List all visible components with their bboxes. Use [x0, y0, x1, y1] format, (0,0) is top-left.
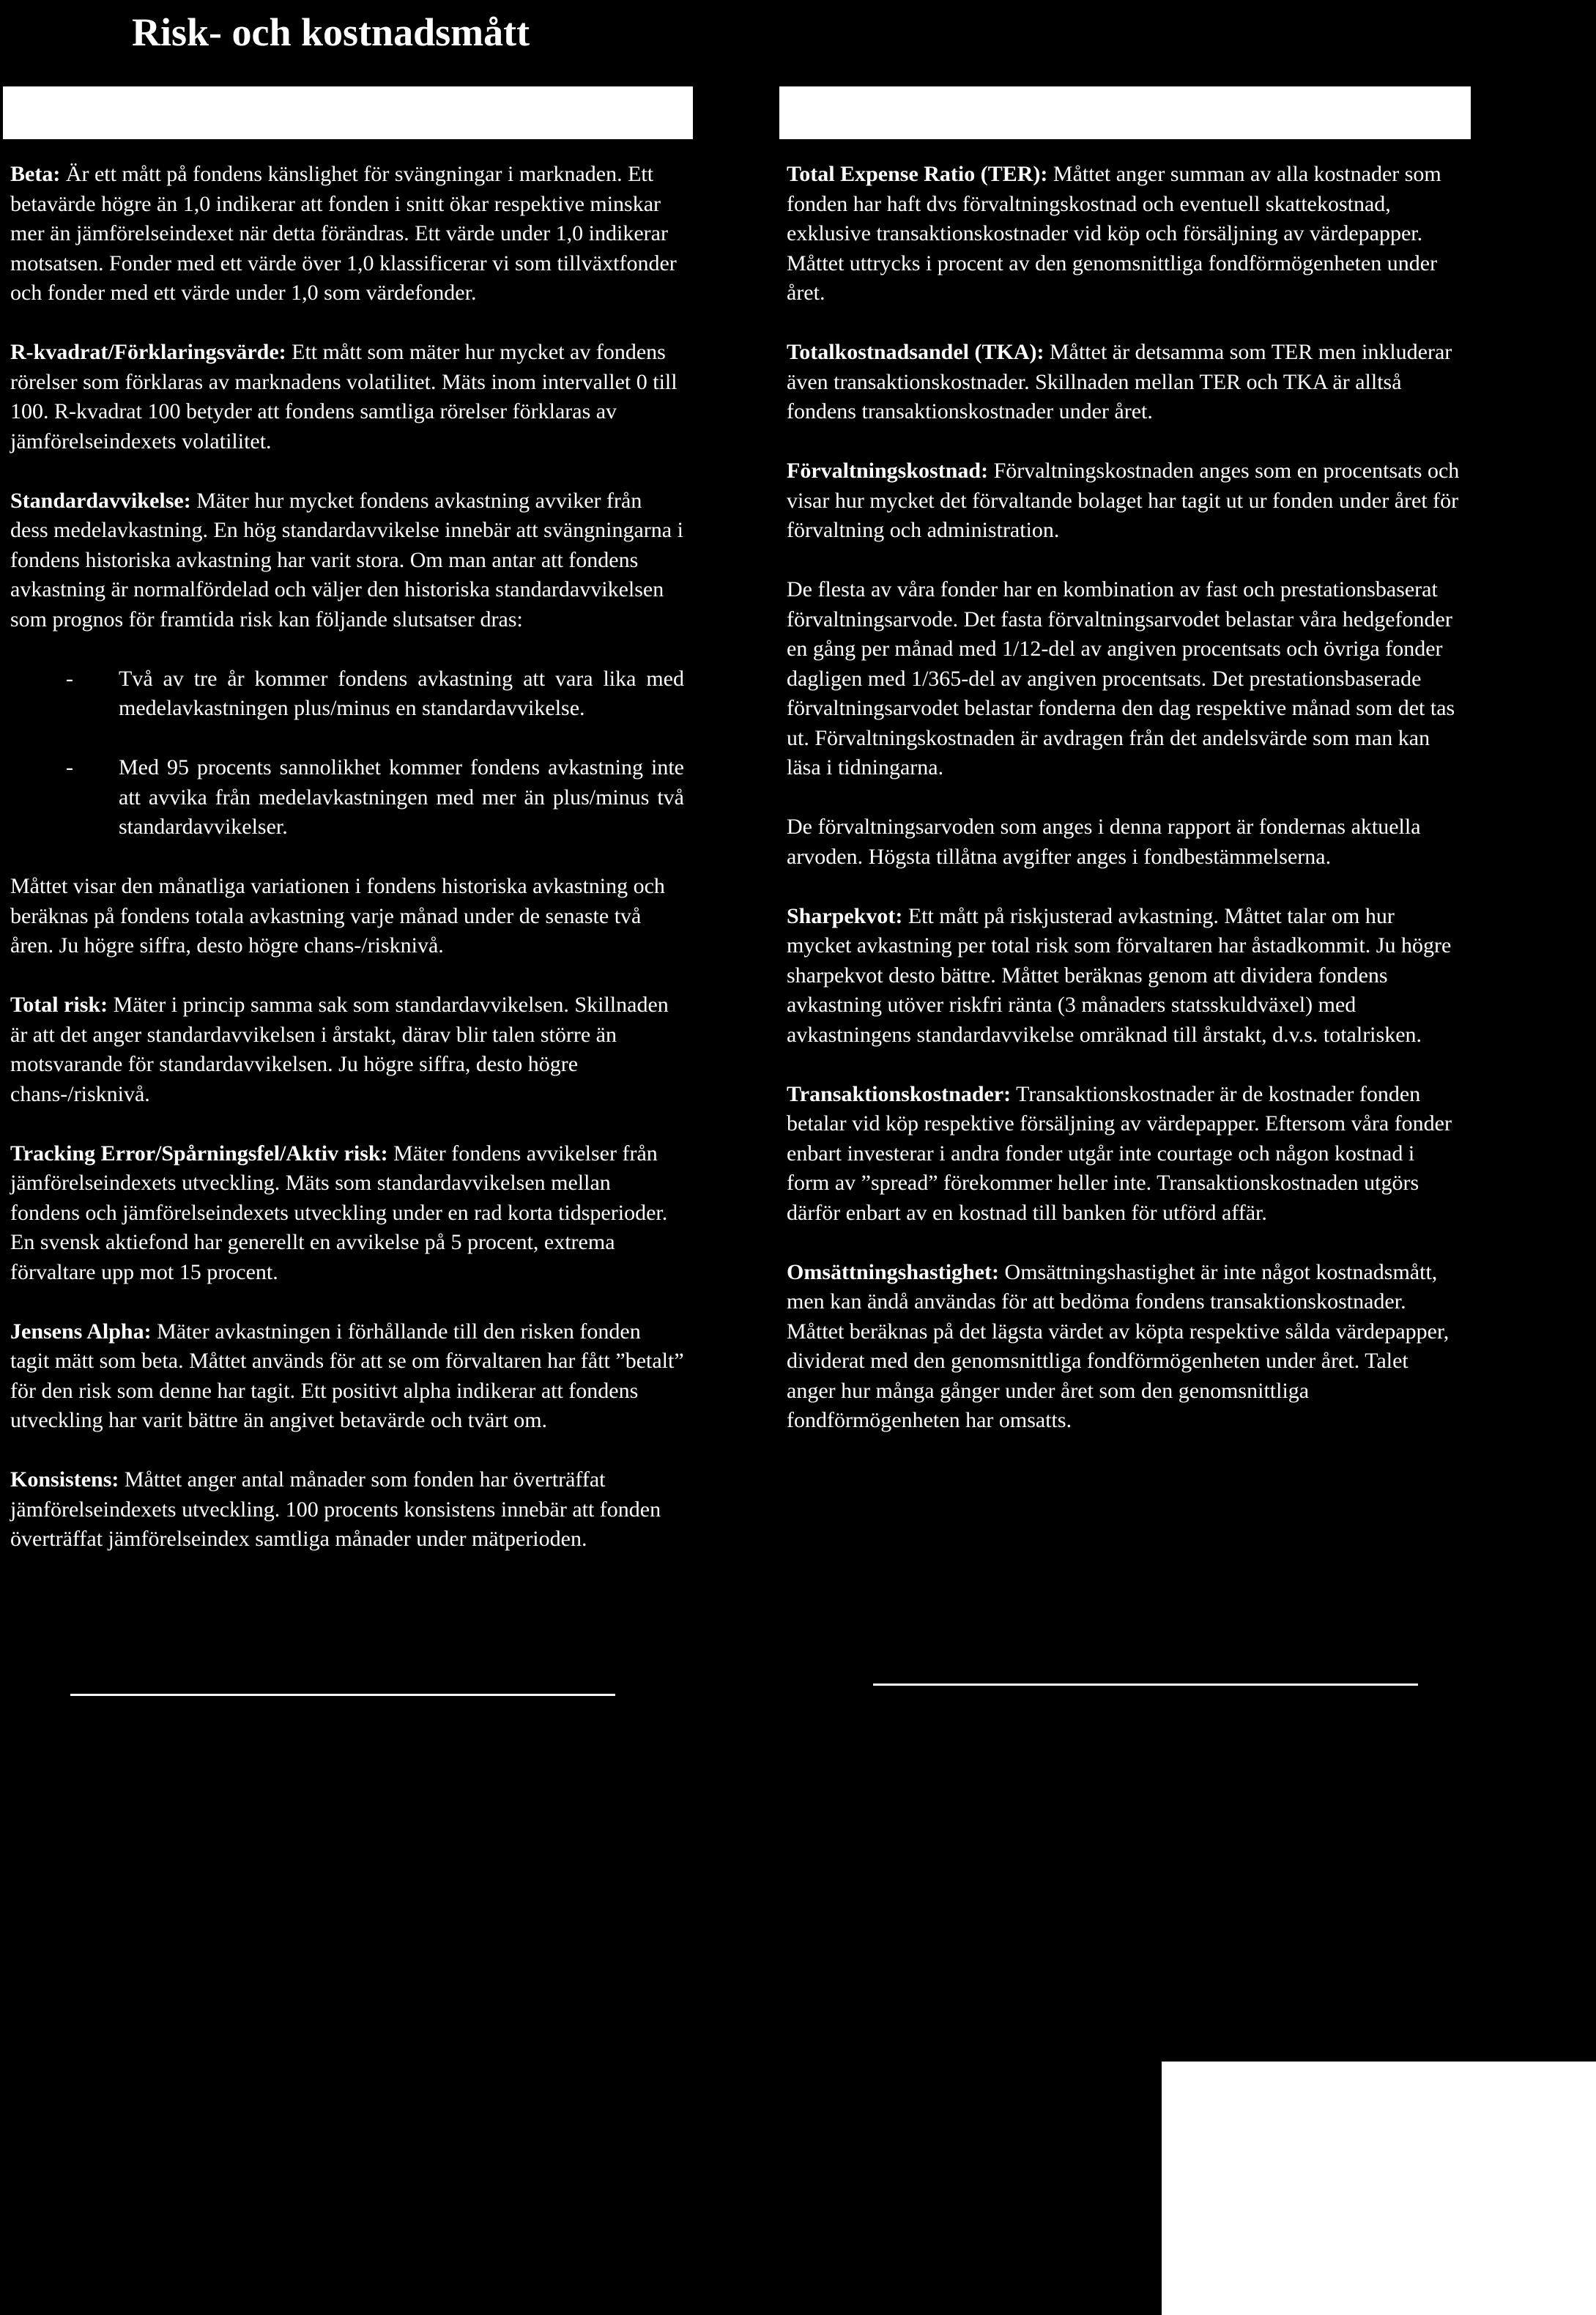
monthly-variation-note: Måttet visar den månatliga variationen i fondens historiska avkastning och beräknas på fondens totala avkastning varje månad under de senaste två åren. Ju högre siffra, desto högre chans-/risknivå.: [10, 874, 665, 958]
tracking-error-definition: [10, 1139, 684, 1288]
std-dev-definition: [10, 486, 684, 635]
definition-text: Förvaltningskostnaden anges som en procentsats och visar hur mycket det förvaltande bolaget har tagit ut ur fonden under året för förvaltning och administration.: [787, 459, 1460, 542]
term-label: Standardavvikelse:: [10, 488, 191, 513]
term-label: Förvaltningskostnad:: [787, 459, 989, 483]
term-label: Beta:: [10, 162, 61, 186]
management-cost-definition: [787, 456, 1460, 546]
right-column-divider: [873, 1684, 1418, 1686]
r-squared-definition: [10, 338, 684, 456]
current-fees-paragraph: De förvaltningsarvoden som anges i denna rapport är fondernas aktuella arvoden. Högsta tillåtna avgifter anges i fondbestämmelserna.: [787, 815, 1421, 869]
definition-text: Omsättningshastighet är inte något kostnadsmått, men kan ändå användas för att bedöma fondens transaktionskostnader. Måttet beräknas på det lägsta värdet av köpta respektive sålda värdepapper, dividerat med den genomsnittliga fondförmögenheten under året. Talet anger hur många gånger under året som den genomsnittliga fondförmögenheten har omsatts.: [787, 1259, 1450, 1432]
term-label: Total Expense Ratio (TER):: [787, 162, 1048, 186]
left-column-divider: [70, 1694, 615, 1696]
transaction-costs-definition: [787, 1080, 1460, 1229]
definition-text: Måttet anger antal månader som fonden har överträffat jämförelseindexets utveckling. 100 procents konsistens innebär att fonden överträffat jämförelseindex samtliga månader under mätperioden.: [10, 1467, 661, 1551]
sharpe-ratio-definition: [787, 902, 1460, 1051]
term-label: Sharpekvot:: [787, 903, 903, 928]
corner-box: [1162, 2062, 1596, 2315]
term-label: Jensens Alpha:: [10, 1319, 152, 1344]
bullet-dash: -: [66, 666, 73, 691]
jensens-alpha-definition: [10, 1317, 684, 1436]
beta-definition: [10, 160, 684, 308]
definition-text: Är ett mått på fondens känslighet för svängningar i marknaden. Ett betavärde högre än 1,0 indikerar att fonden i snitt ökar respektive minskar mer än jämförelseindexet när detta förändras. Ett värde under 1,0 indikerar motsatsen. Fonder med ett värde över 1,0 klassificerar vi som tillväxtfonder och fonder med ett värde under 1,0 som värdefonder.: [10, 162, 677, 305]
definition-text: Mäter hur mycket fondens avkastning avviker från dess medelavkastning. En hög standardavvikelse innebär att svängningarna i fondens historiska avkastning har varit stora. Om man antar att fondens avkastning är normalfördelad och väljer den historiska standardavvikelsen som prognos för framtida risk kan följande slutsatser dras:: [10, 488, 683, 631]
tka-definition: [787, 338, 1460, 427]
turnover-definition: [787, 1258, 1460, 1436]
left-column-header-bar: [3, 86, 693, 139]
term-label: Tracking Error/Spårningsfel/Aktiv risk:: [10, 1141, 388, 1166]
term-label: Omsättningshastighet:: [787, 1259, 1000, 1284]
left-column: [10, 160, 684, 1584]
konsistens-definition: [10, 1465, 684, 1555]
list-item: [10, 664, 684, 724]
definition-text: Måttet anger summan av alla kostnader som fonden har haft dvs förvaltningskostnad och eventuell skattekostnad, exklusive transaktionskostnader vid köp och försäljning av värdepapper. Måttet uttrycks i procent av den genomsnittliga fondförmögenheten under året.: [787, 162, 1441, 305]
list-item: [10, 753, 684, 842]
term-label: Totalkostnadsandel (TKA):: [787, 340, 1044, 364]
definition-text: Mäter avkastningen i förhållande till den risken fonden tagit mätt som beta. Måttet används för att se om förvaltaren har fått ”betalt” för den risk som denne har tagit. Ett positivt alpha indikerar att fondens utveckling har varit bättre än angivet betavärde och tvärt om.: [10, 1319, 684, 1432]
definition-text: Mäter i princip samma sak som standardavvikelsen. Skillnaden är att det anger standardavvikelsen i årstakt, därav blir talen större än motsvarande för standardavvikelsen. Ju högre siffra, desto högre chans-/risknivå.: [10, 993, 669, 1106]
term-label: Konsistens:: [10, 1467, 119, 1492]
definition-text: Mäter fondens avvikelser från jämförelseindexets utveckling. Mäts som standardavvikelsen mellan fondens och jämförelseindexets utveckling under en rad korta tidsperioder. En svensk aktiefond har generellt en avvikelse på 5 procent, extrema förvaltare upp mot 15 procent.: [10, 1141, 668, 1284]
total-risk-definition: [10, 990, 684, 1109]
definition-text: Ett mått som mäter hur mycket av fondens rörelser som förklaras av marknadens volatilitet. Mäts inom intervallet 0 till 100. R-kvadrat 100 betyder att fondens samtliga rörelser förklaras av jämförelseindexets volatilitet.: [10, 340, 678, 453]
right-column: [787, 160, 1460, 1465]
definition-text: Transaktionskostnader är de kostnader fonden betalar vid köp respektive försäljning av värdepapper. Eftersom våra fonder enbart investerar i andra fonder utgår inte courtage och någon kostnad i form av ”spread” förekommer heller inte. Transaktionskostnaden utgörs därför enbart av en kostnad till banken för utförd affär.: [787, 1081, 1452, 1225]
ter-definition: [787, 160, 1460, 308]
definition-text: Ett mått på riskjusterad avkastning. Måttet talar om hur mycket avkastning per total risk som förvaltaren har åstadkommit. Ju högre sharpekvot desto bättre. Måttet beräknas genom att dividera fondens avkastning utöver riskfri ränta (3 månaders statsskuldväxel) med avkastningens standardavvikelse omräknad till årstakt, d.v.s. totalrisken.: [787, 903, 1452, 1047]
fee-combination-paragraph: De flesta av våra fonder har en kombination av fast och prestationsbaserat förvaltningsarvode. Det fasta förvaltningsarvodet belastar våra hedgefonder en gång per månad med 1/12-del av angiven procentsats och övriga fonder dagligen med 1/365-del av angiven procentsats. Det prestationsbaserade förvaltningsarvodet belastar fonderna den dag respektive månad som det tas ut. Förvaltningskostnaden är avdragen från det andelsvärde som man kan läsa i tidningarna.: [787, 577, 1455, 779]
right-column-header-bar: [779, 86, 1471, 139]
term-label: Transaktionskostnader:: [787, 1081, 1012, 1106]
bullet-dash: -: [66, 755, 73, 779]
term-label: R-kvadrat/Förklaringsvärde:: [10, 340, 286, 364]
bullet-text: Med 95 procents sannolikhet kommer fondens avkastning inte att avvika från medelavkastningen med mer än plus/minus två standardavvikelser.: [119, 755, 684, 839]
page-title: Risk- och kostnadsmått: [132, 10, 530, 54]
definition-text: Måttet är detsamma som TER men inkluderar även transaktionskostnader. Skillnaden mellan TER och TKA är alltså fondens transaktionskostnader under året.: [787, 340, 1452, 423]
bullet-text: Två av tre år kommer fondens avkastning att vara lika med medelavkastningen plus/minus en standardavvikelse.: [119, 666, 684, 720]
term-label: Total risk:: [10, 993, 108, 1017]
